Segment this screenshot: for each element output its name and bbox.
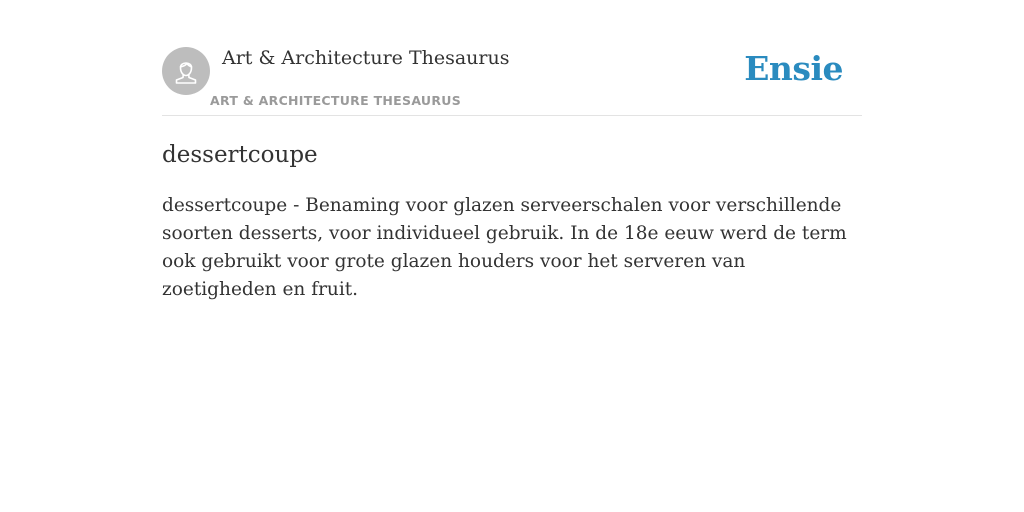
source-label: ART & ARCHITECTURE THESAURUS [210, 93, 462, 108]
entry-title: dessertcoupe [162, 142, 318, 168]
author-avatar[interactable] [162, 47, 210, 95]
entry-definition: dessertcoupe - Benaming voor glazen serveerschalen voor verschillende soorten desserts, voor individueel gebruik. In de 18e eeuw werd de term ook gebruikt voor grote glazen houders voor het serveren van zoetigheden en fruit. [162, 195, 847, 300]
card-header [162, 0, 862, 116]
user-icon [170, 55, 202, 87]
brand-logo[interactable]: Ensie [744, 49, 843, 88]
definition-card [162, 0, 862, 300]
author-name[interactable]: Art & Architecture Thesaurus [222, 47, 510, 69]
